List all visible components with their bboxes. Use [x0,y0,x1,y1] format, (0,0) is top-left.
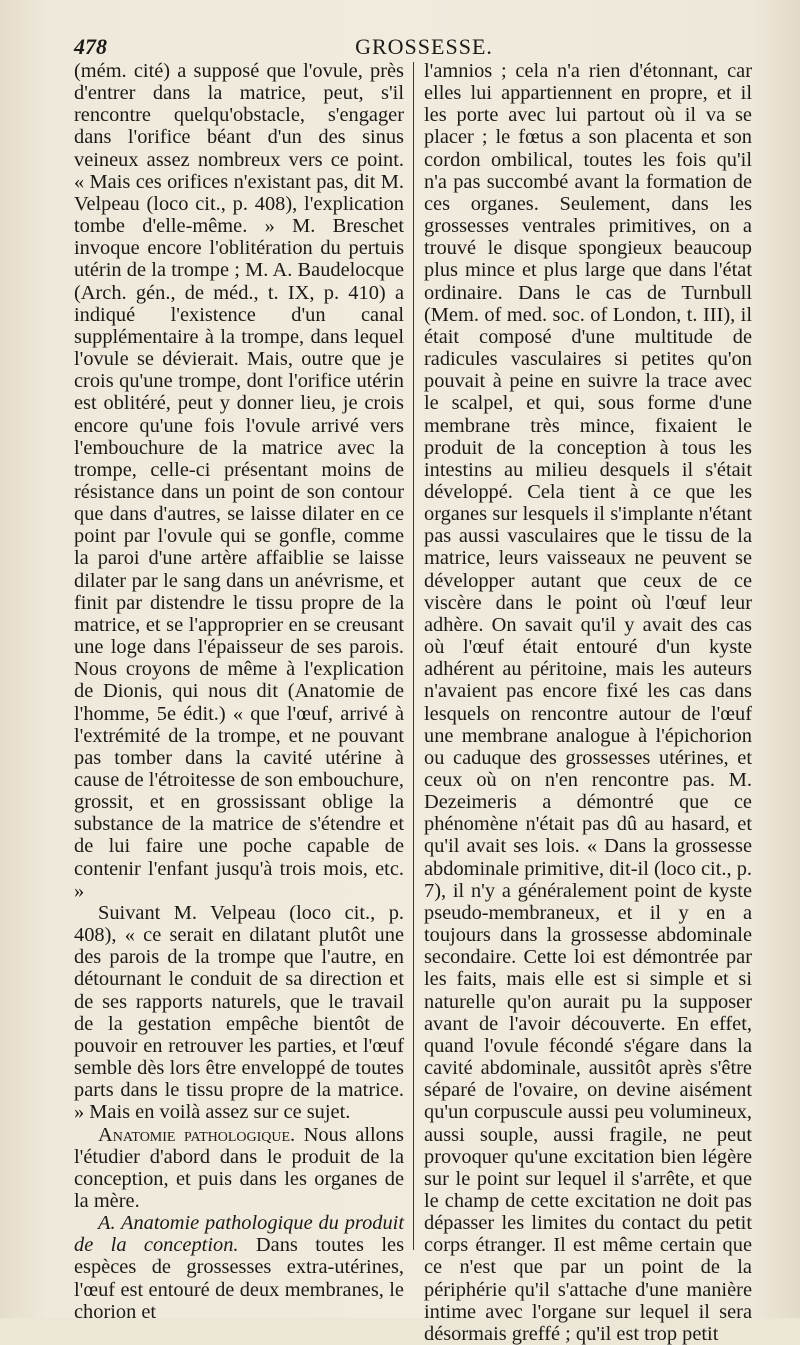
page-number: 478 [74,34,107,59]
column-divider [413,62,414,1250]
subsection-heading-produit: A. Anatomie pathologique du produit de la conception. [74,1212,404,1257]
section-text-anatomie: Nous allons l'étudier d'abord dans le produit de la conception, et puis dans les organes de la mère. [74,1123,404,1212]
subsection-text-produit: Dans toutes les espèces de grossesses extra-utérines, l'œuf est entouré de deux membranes, le chorion et [74,1234,405,1323]
section-heading-anatomie: Anatomie pathologique. [98,1123,296,1146]
left-paragraph-1: (mém. cité) a supposé que l'ovule, près d'entrer dans la matrice, peut, s'il rencontre quelqu'obstacle, s'engager dans l'orifice béant d'un des sinus veineux assez nombreux vers ce point. « Mais ces orifices n'existant pas, dit M. Velpeau (loco cit., p. 408), l'explication tombe d'elle-même. » M. Breschet invoque encore l'oblitération du pertuis utérin de la trompe ; M. A. Baudelocque (Arch. gén., de méd., t. IX, p. 410) a indiqué l'existence d'un canal supplémentaire à la trompe, dans lequel l'ovule se dévierait. Mais, outre que je crois qu'une trompe, dont l'orifice utérin est oblitéré, peut y donner lieu, je crois encore qu'une fois l'ovule arrivé vers l'embouchure de la matrice avec la trompe, celle-ci présentant moins de résistance dans un point de son contour que dans d'autres, se laisse dilater en ce point par l'ovule qui se gonfle, comme la paroi d'une artère affaiblie se laisse dilater par le sang dans un anévrisme, et finit par distendre le tissu propre de la matrice, et se l'approprier en se creusant une loge dans l'épaisseur de ses parois. Nous croyons de même à l'explication de Dionis, qui nous dit (Anatomie de l'homme, 5e édit.) « que l'œuf, arrivé à l'extrémité de la trompe, et ne pouvant pas tomber dans la cavité utérine à cause de l'étroitesse de son embouchure, grossit, et en grossissant oblige la substance de la matrice de s'étendre et de lui faire une poche capable de contenir l'enfant jusqu'à trois mois, etc. » [74,60,404,902]
page-header [74,34,774,62]
right-paragraph-1: l'amnios ; cela n'a rien d'étonnant, car elles lui appartiennent en propre, et il les porte avec lui partout où il va se placer ; le fœtus a son placenta et son cordon ombilical, toutes les fois qu'il n'a pas succombé avant la formation de ces organes. Seulement, dans les grossesses ventrales primitives, on a trouvé le disque spongieux beaucoup plus mince et plus large que dans l'état ordinaire. Dans le cas de Turnbull (Mem. of med. soc. of London, t. III), il était composé d'une multitude de radicules vasculaires si petites qu'on pouvait à peine en suivre la trace avec le scalpel, et qui, sous forme d'une membrane très mince, fixaient le produit de la conception à tous les intestins au milieu desquels il s'était développé. Cela tient à ce que les organes sur lesquels il s'implante n'étant pas aussi vasculaires que le tissu de la matrice, leurs vaisseaux ne peuvent se développer autant que ceux de ce viscère dans le point où l'œuf leur adhère. On savait qu'il y avait des cas où l'œuf était entouré d'un kyste adhérent au péritoine, mais les auteurs n'avaient pas encore fixé les cas dans lesquels on rencontre autour de l'œuf une membrane analogue à l'épichorion ou caduque des grossesses utérines, et ceux où on n'en rencontre pas. M. Dezeimeris a démontré que ce phénomène n'était pas dû au hasard, et qu'il avait ses lois. « Dans la grossesse abdominale primitive, dit-il (loco cit., p. 7), il n'y a généralement point de kyste pseudo-membraneux, et il y en a toujours dans la grossesse abdominale secondaire. Cette loi est démontrée par les faits, mais elle est si simple et si naturelle qu'on aurait pu la supposer avant de l'avoir découverte. En effet, quand l'ovule fécondé s'égare dans la cavité abdominale, aussitôt après s'être séparé de l'ovaire, on devine aisément qu'un corpuscule aussi peu volumineux, aussi souple, aussi fragile, ne peut provoquer qu'une excitation bien légère sur le point sur lequel il s'arrête, et que le champ de cette excitation ne doit pas dépasser les limites du contact du petit corps étranger. Il est même certain que ce n'est que par un point de la périphérie qu'il s'attache d'une manière intime avec l'organe sur lequel il sera désormais greffé ; qu'il est trop petit [424,60,752,1345]
left-paragraph-2: Suivant M. Velpeau (loco cit., p. 408), « ce serait en dilatant plutôt une des parois de la trompe que l'autre, en détournant le conduit de sa direction et de ses rapports naturels, que le travail de la gestation empêche bientôt de pouvoir en retrouver les parties, et l'œuf semble dès lors être enveloppé de toutes parts dans le tissu propre de la matrice. » Mais en voilà assez sur ce sujet. [74,901,404,1124]
right-column [424,60,752,1345]
left-paragraph-4 [74,1212,404,1323]
left-paragraph-3 [74,1124,404,1213]
running-title: GROSSESSE. [355,34,493,59]
left-column [74,60,405,1323]
